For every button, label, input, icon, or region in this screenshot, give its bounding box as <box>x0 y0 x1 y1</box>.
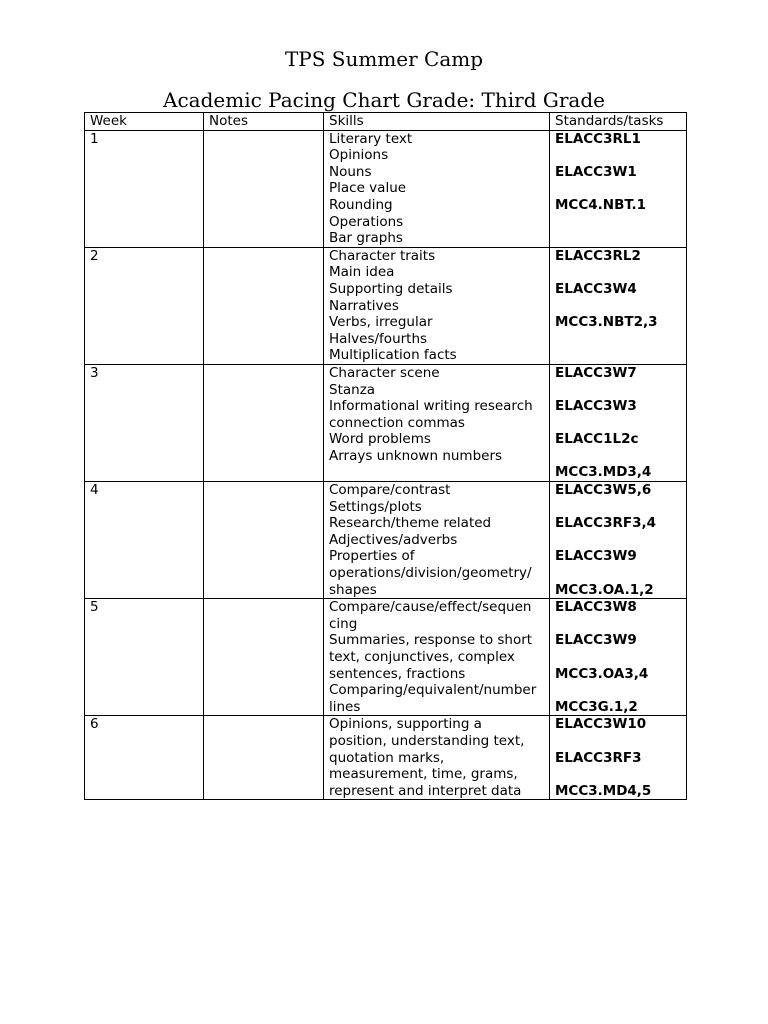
table-row <box>85 716 687 800</box>
skill-item: quotation marks, <box>329 749 445 766</box>
pacing-chart-table <box>84 112 687 800</box>
skill-item: Compare/contrast <box>329 482 451 499</box>
standard-item: ELACC3RF3,4 <box>555 515 657 532</box>
standard-item: ELACC3RL1 <box>555 130 641 147</box>
skill-item: Informational writing research <box>329 398 533 415</box>
standard-item: ELACC3RF3 <box>555 749 642 766</box>
skills-cell <box>324 247 550 364</box>
week-cell: 2 <box>85 247 204 364</box>
standards-cell <box>550 482 687 599</box>
skills-cell <box>324 716 550 800</box>
notes-cell <box>204 364 324 481</box>
standard-item: ELACC3W8 <box>555 599 637 616</box>
standard-item: ELACC3W9 <box>555 548 637 565</box>
skill-item: cing <box>329 615 358 632</box>
header-standards: Standards/tasks <box>550 113 687 131</box>
week-cell: 5 <box>85 599 204 716</box>
skills-cell <box>324 130 550 247</box>
skill-item: Operations <box>329 213 404 230</box>
skill-item: shapes <box>329 581 377 598</box>
standards-cell <box>550 247 687 364</box>
header-notes: Notes <box>204 113 324 131</box>
notes-cell <box>204 482 324 599</box>
table-row <box>85 364 687 481</box>
skill-item: Research/theme related <box>329 515 492 532</box>
skill-item: Halves/fourths <box>329 330 428 347</box>
skill-item: Rounding <box>329 196 393 213</box>
skill-item: sentences, fractions <box>329 665 466 682</box>
skill-item: Place value <box>329 180 407 197</box>
standard-item: MCC3.OA3,4 <box>555 665 649 682</box>
document-subtitle: Academic Pacing Chart Grade: Third Grade <box>163 88 605 112</box>
standard-item: ELACC3W9 <box>555 632 637 649</box>
skill-item: Multiplication facts <box>329 347 457 364</box>
standard-item <box>555 733 682 750</box>
standard-item <box>555 565 682 582</box>
skill-item: Comparing/equivalent/number <box>329 682 537 699</box>
standard-item: ELACC3W7 <box>555 364 637 381</box>
week-cell: 6 <box>85 716 204 800</box>
standard-item: ELACC1L2c <box>555 431 639 448</box>
standard-item <box>555 649 682 666</box>
skill-item: Supporting details <box>329 280 453 297</box>
standard-item: ELACC3W3 <box>555 398 637 415</box>
standard-item: ELACC3W4 <box>555 280 637 297</box>
skill-item: Main idea <box>329 264 395 281</box>
standard-item: ELACC3W1 <box>555 163 637 180</box>
week-cell: 1 <box>85 130 204 247</box>
skill-item: Adjectives/adverbs <box>329 531 458 548</box>
skill-item: Character traits <box>329 247 436 264</box>
standard-item <box>555 382 682 399</box>
skill-item: Character scene <box>329 364 440 381</box>
skill-item: Stanza <box>329 381 376 398</box>
skill-item: Settings/plots <box>329 498 422 515</box>
header-skills: Skills <box>324 113 550 131</box>
notes-cell <box>204 599 324 716</box>
week-cell: 3 <box>85 364 204 481</box>
standard-item <box>555 180 682 197</box>
skill-item: Word problems <box>329 431 431 448</box>
notes-cell <box>204 247 324 364</box>
skill-item: Nouns <box>329 163 372 180</box>
notes-cell <box>204 716 324 800</box>
standard-item: ELACC3RL2 <box>555 247 641 264</box>
standard-item: MCC3G.1,2 <box>555 698 638 715</box>
skill-item: Properties of <box>329 548 415 565</box>
standard-item <box>555 682 682 699</box>
standard-item: MCC3.OA.1,2 <box>555 581 654 598</box>
standards-cell <box>550 364 687 481</box>
skill-item: connection commas <box>329 414 465 431</box>
week-cell: 4 <box>85 482 204 599</box>
table-row <box>85 247 687 364</box>
standard-item <box>555 616 682 633</box>
skill-item: operations/division/geometry/ <box>329 565 532 582</box>
document-title: TPS Summer Camp <box>284 47 484 71</box>
skill-item: Opinions <box>329 147 389 164</box>
skills-cell <box>324 599 550 716</box>
standard-item <box>555 147 682 164</box>
table-row <box>85 130 687 247</box>
standard-item: ELACC3W10 <box>555 716 647 733</box>
skill-item: text, conjunctives, complex <box>329 649 515 665</box>
standard-item: MCC4.NBT.1 <box>555 196 647 213</box>
standard-item: MCC3.NBT2,3 <box>555 314 658 331</box>
standard-item: MCC3.MD3,4 <box>555 464 652 481</box>
standard-item <box>555 448 682 465</box>
skills-cell <box>324 364 550 481</box>
table-row <box>85 599 687 716</box>
standard-item <box>555 298 682 315</box>
skill-item: Bar graphs <box>329 230 403 247</box>
skill-item: Literary text <box>329 130 413 147</box>
skills-cell <box>324 482 550 599</box>
standard-item <box>555 415 682 432</box>
skill-item: Narratives <box>329 297 399 314</box>
standards-cell <box>550 716 687 800</box>
standards-cell <box>550 130 687 247</box>
skill-item: lines <box>329 698 361 715</box>
skill-item: Compare/cause/effect/sequen <box>329 599 532 616</box>
standard-item: MCC3.MD4,5 <box>555 782 652 799</box>
standard-item <box>555 532 682 549</box>
skill-item: Summaries, response to short <box>329 632 533 649</box>
skill-item: measurement, time, grams, <box>329 766 518 783</box>
standards-cell <box>550 599 687 716</box>
notes-cell <box>204 130 324 247</box>
standard-item: ELACC3W5,6 <box>555 482 652 499</box>
standard-item <box>555 264 682 281</box>
skill-item: represent and interpret data <box>329 782 522 799</box>
skill-item: Verbs, irregular <box>329 314 433 331</box>
skill-item: position, understanding text, <box>329 732 525 749</box>
skill-item: Opinions, supporting a <box>329 716 482 733</box>
standard-item <box>555 766 682 783</box>
skill-item: Arrays unknown numbers <box>329 447 503 464</box>
header-row <box>85 113 687 131</box>
standard-item <box>555 499 682 516</box>
header-week: Week <box>85 113 204 131</box>
table-row <box>85 482 687 599</box>
